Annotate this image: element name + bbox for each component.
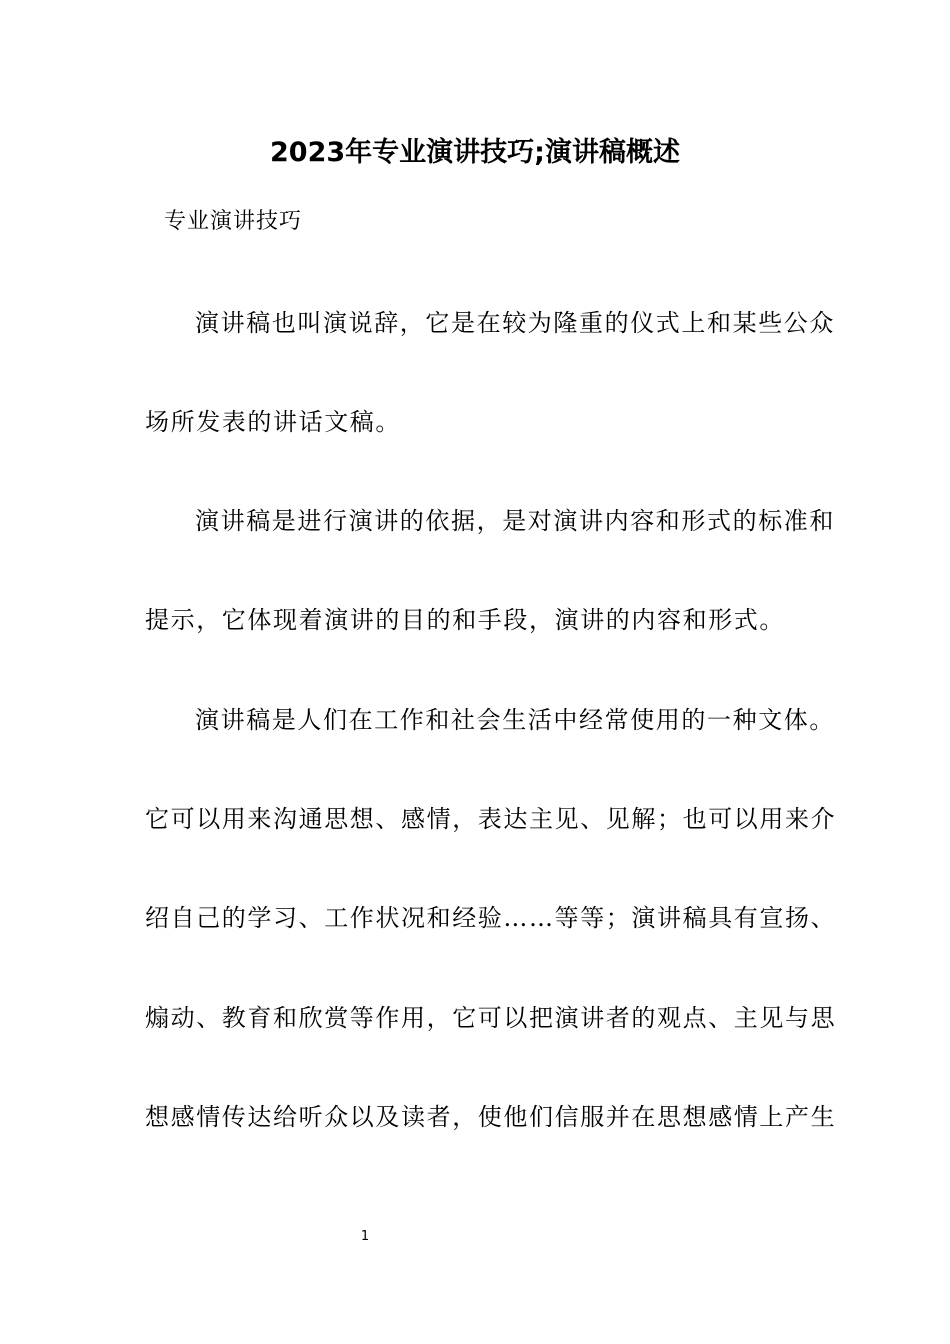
paragraph-line: 想感情传达给听众以及读者，使他们信服并在思想感情上产生 [145, 1103, 837, 1131]
paragraph-line: 它可以用来沟通思想、感情，表达主见、见解；也可以用来介 [145, 805, 837, 833]
paragraph-line: 提示，它体现着演讲的目的和手段，演讲的内容和形式。 [145, 606, 785, 634]
paragraph-line: 演讲稿是人们在工作和社会生活中经常使用的一种文体。 [195, 706, 835, 734]
paragraph-line: 演讲稿是进行演讲的依据，是对演讲内容和形式的标准和 [195, 507, 835, 535]
section-heading: 专业演讲技巧 [164, 209, 303, 234]
paragraph-line: 绍自己的学习、工作状况和经验……等等；演讲稿具有宣扬、 [145, 904, 837, 932]
paragraph-line: 煽动、教育和欣赏等作用，它可以把演讲者的观点、主见与思 [145, 1004, 837, 1032]
paragraph-line: 场所发表的讲话文稿。 [145, 408, 401, 436]
page-number: 1 [360, 1229, 370, 1244]
paragraph-line: 演讲稿也叫演说辞，它是在较为隆重的仪式上和某些公众 [195, 309, 835, 337]
document-title: 2023年专业演讲技巧;演讲稿概述 [270, 137, 680, 168]
